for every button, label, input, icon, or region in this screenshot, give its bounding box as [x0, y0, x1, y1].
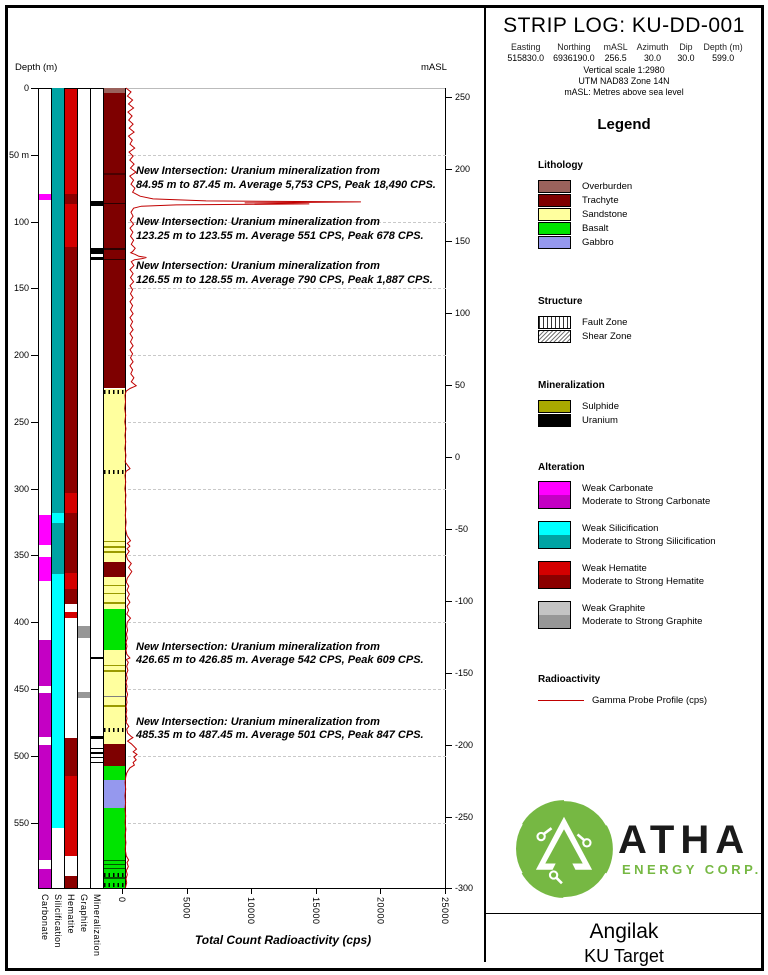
legend-item-label: Gabbro [582, 236, 614, 248]
meta-value: 6936190.0 [553, 53, 595, 63]
lith-marker-line [104, 696, 125, 698]
interval-hematite [65, 776, 77, 856]
meta-value: 256.5 [604, 53, 627, 63]
legend-item-label: Gamma Probe Profile (cps) [592, 694, 708, 706]
legend-section-structure [538, 296, 760, 343]
interval-hematite [65, 738, 77, 775]
column-label-silicification: Silicification [53, 894, 63, 949]
interval-mineralization [91, 736, 103, 739]
depth-tick [31, 756, 38, 757]
depth-tick [31, 555, 38, 556]
gamma-tick-label: 25000 [440, 897, 450, 925]
gamma-tick-label: 10000 [246, 897, 257, 925]
interval-graphite [78, 692, 90, 699]
annotation-line: New Intersection: Uranium mineralization from [136, 165, 380, 178]
gamma-tick [251, 889, 252, 894]
alteration-swatch [538, 561, 571, 589]
logo-wordmark: ATHA [618, 818, 751, 862]
masl-tick [445, 97, 452, 98]
lith-marker-line [104, 248, 125, 250]
interval-hematite [65, 612, 77, 619]
meta-value: 30.0 [677, 53, 695, 63]
interval-hematite [65, 89, 77, 193]
meta-label: Azimuth [636, 42, 669, 52]
interval-carbonate [39, 745, 51, 860]
column-label-hematite: Hematite [66, 894, 76, 935]
gamma-tick-label: 5000 [181, 897, 192, 920]
note-line: Vertical scale 1:2980 [583, 65, 665, 75]
alteration-weak-label: Weak Silicification [582, 522, 659, 534]
meta-cell [637, 42, 669, 63]
lith-marker-line [104, 203, 125, 205]
note-line: mASL: Metres above sea level [564, 87, 684, 97]
masl-tick-label: 100 [455, 308, 471, 319]
masl-tick-label: -200 [455, 739, 474, 750]
legend-item-label: Trachyte [582, 194, 619, 206]
lith-marker-line [104, 259, 125, 261]
depth-tick-label: 0 [23, 83, 29, 93]
legend-title: Legend [597, 116, 651, 133]
meta-label: Northing [557, 42, 591, 52]
legend-item [538, 315, 760, 329]
interval-hematite [65, 513, 77, 573]
legend-section-alteration [538, 462, 760, 641]
color-swatch [538, 236, 571, 249]
depth-tick [31, 288, 38, 289]
scale-notes [488, 65, 760, 98]
legend-structure-header: Structure [538, 296, 583, 307]
lith-marker-line [104, 602, 125, 604]
meta-cell [553, 42, 595, 63]
color-swatch [538, 222, 571, 235]
legend-item [538, 399, 760, 413]
alteration-labels [582, 602, 702, 629]
depth-tick-label: 300 [13, 483, 29, 494]
gamma-tick [187, 889, 188, 894]
lith-gabbro [104, 780, 125, 808]
legend-alteration-item [538, 601, 760, 629]
interval-hematite [65, 194, 77, 205]
fault-comb-mark [104, 390, 125, 394]
gamma-tick-label: 20000 [375, 897, 386, 925]
lith-marker-line [104, 546, 125, 548]
legend-alteration-item [538, 561, 760, 589]
legend-item [538, 235, 760, 249]
atha-logo-icon [512, 797, 616, 901]
interval-hematite [65, 247, 77, 493]
interval-mineralization [91, 762, 103, 763]
depth-tick-label: 400 [13, 617, 29, 628]
lith-marker-line [104, 593, 125, 595]
interval-mineralization [91, 752, 103, 753]
depth-tick [31, 222, 38, 223]
interval-silicification [52, 523, 64, 574]
interval-hematite [65, 493, 77, 513]
lith-sandstone [104, 389, 125, 563]
depth-tick-label: 250 [13, 416, 29, 427]
alteration-strong-label: Moderate to Strong Carbonate [582, 496, 711, 507]
masl-tick [445, 529, 452, 530]
masl-tick [445, 241, 452, 242]
lith-marker-line [104, 705, 125, 707]
log-title: STRIP LOG: KU-DD-001 [503, 14, 745, 37]
alteration-swatch [538, 601, 571, 629]
meta-label: mASL [603, 42, 628, 52]
depth-tick-label: 50 m [8, 149, 29, 160]
legend-item [538, 329, 760, 343]
intersection-annotation [136, 716, 424, 743]
legend-item-label: Uranium [582, 414, 618, 426]
annotation-line: New Intersection: Uranium mineralization from [136, 715, 380, 728]
meta-cell [604, 42, 628, 63]
legend-section-lithology [538, 160, 760, 249]
depth-tick-label: 350 [13, 550, 29, 561]
meta-value: 30.0 [643, 53, 662, 63]
legend-item-label: Basalt [582, 222, 609, 234]
interval-hematite [65, 876, 77, 888]
annotation-line: New Intersection: Uranium mineralization from [136, 260, 380, 273]
interval-mineralization [91, 757, 103, 758]
lith-marker-line [104, 868, 125, 870]
color-swatch [538, 400, 571, 413]
legend-alteration-rows [538, 481, 760, 629]
masl-tick [445, 888, 452, 889]
interval-silicification [52, 513, 64, 524]
alteration-swatch [538, 481, 571, 509]
masl-tick-label: -250 [455, 811, 474, 822]
fault-comb-mark [104, 873, 125, 877]
color-swatch [538, 414, 571, 427]
lith-marker-line [104, 173, 125, 175]
gamma-line-sample [538, 700, 584, 701]
legend-item-label: Sulphide [582, 400, 619, 412]
depth-axis-title: Depth (m) [15, 62, 58, 73]
fault-comb-mark [104, 470, 125, 474]
legend-item-label: Sandstone [582, 208, 628, 220]
lith-basalt [104, 766, 125, 779]
legend-section-radioactivity [538, 674, 760, 707]
alteration-labels [582, 522, 716, 549]
color-swatch [538, 194, 571, 207]
masl-tick [445, 673, 452, 674]
intersection-annotation [136, 641, 424, 668]
depth-tick-label: 150 [13, 283, 29, 294]
legend-radioactivity-item [538, 693, 760, 707]
lith-trachyte [104, 744, 125, 767]
masl-tick [445, 817, 452, 818]
masl-tick-label: -100 [455, 595, 474, 606]
alteration-weak-label: Weak Carbonate [582, 482, 654, 494]
gamma-tick-label: 15000 [310, 897, 321, 925]
interval-mineralization [91, 257, 103, 260]
depth-tick-label: 500 [13, 750, 29, 761]
masl-tick [445, 745, 452, 746]
gamma-tick [122, 889, 123, 894]
depth-tick [31, 355, 38, 356]
masl-tick-label: -50 [455, 523, 469, 534]
intersection-annotation [136, 216, 424, 243]
legend-item-label: Overburden [582, 180, 633, 192]
interval-mineralization [91, 657, 103, 659]
masl-tick [445, 601, 452, 602]
meta-cell [704, 42, 743, 63]
meta-value: 515830.0 [507, 53, 545, 63]
alteration-strong-label: Moderate to Strong Hematite [582, 576, 704, 587]
annotation-line: 426.65 m to 426.85 m. Average 542 CPS, Peak 609 CPS. [136, 654, 424, 667]
annotation-line: 84.95 m to 87.45 m. Average 5,753 CPS, Peak 18,490 CPS. [136, 178, 436, 191]
lith-marker-line [104, 860, 125, 862]
interval-mineralization [91, 748, 103, 749]
legend-alteration-item [538, 521, 760, 549]
legend-alteration-item [538, 481, 760, 509]
alteration-strong-label: Moderate to Strong Silicification [582, 536, 716, 547]
alteration-weak-label: Weak Graphite [582, 602, 646, 614]
legend-item [538, 413, 760, 427]
target-name: KU Target [584, 946, 664, 966]
legend-lithology-rows [538, 179, 760, 249]
footer-divider [486, 913, 762, 914]
intersection-annotation [136, 260, 433, 287]
masl-tick-label: 50 [455, 380, 466, 391]
masl-tick-label: 0 [455, 451, 461, 462]
interval-silicification [52, 88, 64, 513]
lith-trachyte [104, 93, 125, 388]
interval-silicification [52, 574, 64, 828]
interval-carbonate [39, 640, 51, 687]
depth-tick [31, 422, 38, 423]
annotation-line: 126.55 m to 128.55 m. Average 790 CPS, Peak 1,887 CPS. [136, 273, 433, 286]
legend-item [538, 207, 760, 221]
masl-tick-label: 200 [455, 164, 471, 175]
color-swatch [538, 208, 571, 221]
depth-tick [31, 489, 38, 490]
gamma-tick [316, 889, 317, 894]
alteration-labels [582, 482, 710, 509]
intersection-annotation [136, 165, 436, 192]
column-label-mineralization: Mineralization [92, 894, 102, 957]
lith-basalt [104, 609, 125, 650]
masl-tick-label: 150 [455, 236, 471, 247]
note-line: UTM NAD83 Zone 14N [578, 76, 670, 86]
lith-marker-line [104, 665, 125, 667]
depth-tick-label: 550 [13, 817, 29, 828]
depth-tick [31, 155, 38, 156]
masl-tick-label: 250 [455, 92, 471, 103]
masl-tick [445, 457, 452, 458]
lith-marker-line [104, 864, 125, 866]
gamma-tick [445, 889, 446, 894]
masl-tick-label: -150 [455, 667, 474, 678]
legend-item [538, 179, 760, 193]
masl-tick [445, 169, 452, 170]
annotation-line: New Intersection: Uranium mineralization from [136, 216, 380, 229]
column-mineralization [90, 88, 104, 889]
lith-marker-line [104, 541, 125, 543]
masl-tick [445, 313, 452, 314]
masl-tick [445, 385, 452, 386]
masl-axis-title: mASL [421, 62, 447, 73]
meta-cell [507, 42, 544, 63]
depth-tick [31, 823, 38, 824]
annotation-line: New Intersection: Uranium mineralization from [136, 640, 380, 653]
lith-marker-line [104, 670, 125, 672]
depth-tick-label: 200 [13, 350, 29, 361]
column-label-carbonate: Carbonate [40, 894, 50, 941]
collar-metadata [492, 42, 758, 63]
gamma-tick [380, 889, 381, 894]
legend-item-label: Fault Zone [582, 316, 628, 328]
depth-tick-label: 450 [13, 684, 29, 694]
column-graphite [77, 88, 91, 889]
legend-item [538, 221, 760, 235]
masl-tick-label: -300 [455, 883, 474, 894]
interval-carbonate [39, 557, 51, 581]
column-label-graphite: Graphite [79, 894, 89, 933]
interval-carbonate [39, 194, 51, 201]
alteration-swatch [538, 521, 571, 549]
legend-item [538, 193, 760, 207]
legend-mineralization-rows [538, 399, 760, 427]
annotation-line: 123.25 m to 123.55 m. Average 551 CPS, Peak 678 CPS. [136, 229, 424, 242]
fault-comb-mark [104, 728, 125, 732]
vlines-swatch [538, 316, 571, 329]
depth-tick [31, 622, 38, 623]
meta-label: Dip [679, 42, 693, 52]
interval-mineralization [91, 248, 103, 253]
gamma-axis-title: Total Count Radioactivity (cps) [194, 933, 372, 947]
alteration-weak-label: Weak Hematite [582, 562, 647, 574]
legend-alteration-header: Alteration [538, 462, 585, 473]
logo-subtitle: ENERGY CORP. [622, 862, 762, 877]
meta-label: Easting [511, 42, 541, 52]
project-name: Angilak [589, 920, 659, 943]
lith-marker-line [104, 551, 125, 553]
interval-hematite [65, 204, 77, 247]
legend-radioactivity-header: Radioactivity [538, 674, 601, 685]
interval-hematite [65, 573, 77, 589]
alteration-strong-label: Moderate to Strong Graphite [582, 616, 703, 627]
meta-value: 599.0 [712, 53, 735, 63]
interval-hematite [65, 589, 77, 604]
interval-carbonate [39, 869, 51, 888]
lith-marker-line [104, 585, 125, 587]
depth-tick [31, 689, 38, 690]
depth-tick [31, 88, 38, 89]
interval-graphite [78, 626, 90, 638]
hatch-swatch [538, 330, 571, 343]
interval-carbonate [39, 515, 51, 544]
legend-structure-rows [538, 315, 760, 343]
legend-mineralization-header: Mineralization [538, 380, 605, 391]
gamma-tick-label: 0 [117, 897, 127, 903]
alteration-labels [582, 562, 704, 589]
legend-radioactivity-rows [538, 693, 760, 707]
annotation-line: 485.35 m to 487.45 m. Average 501 CPS, Peak 847 CPS. [136, 729, 424, 742]
legend-item-label: Shear Zone [582, 330, 632, 342]
interval-mineralization [91, 201, 103, 206]
interval-carbonate [39, 693, 51, 737]
meta-cell [677, 42, 694, 63]
lith-trachyte [104, 562, 125, 577]
fault-comb-mark [104, 883, 125, 887]
meta-label: Depth (m) [703, 42, 743, 52]
legend-section-mineralization [538, 380, 760, 427]
legend-lithology-header: Lithology [538, 160, 583, 171]
lith-marker-line [104, 877, 125, 879]
color-swatch [538, 180, 571, 193]
depth-tick-label: 100 [13, 216, 29, 227]
